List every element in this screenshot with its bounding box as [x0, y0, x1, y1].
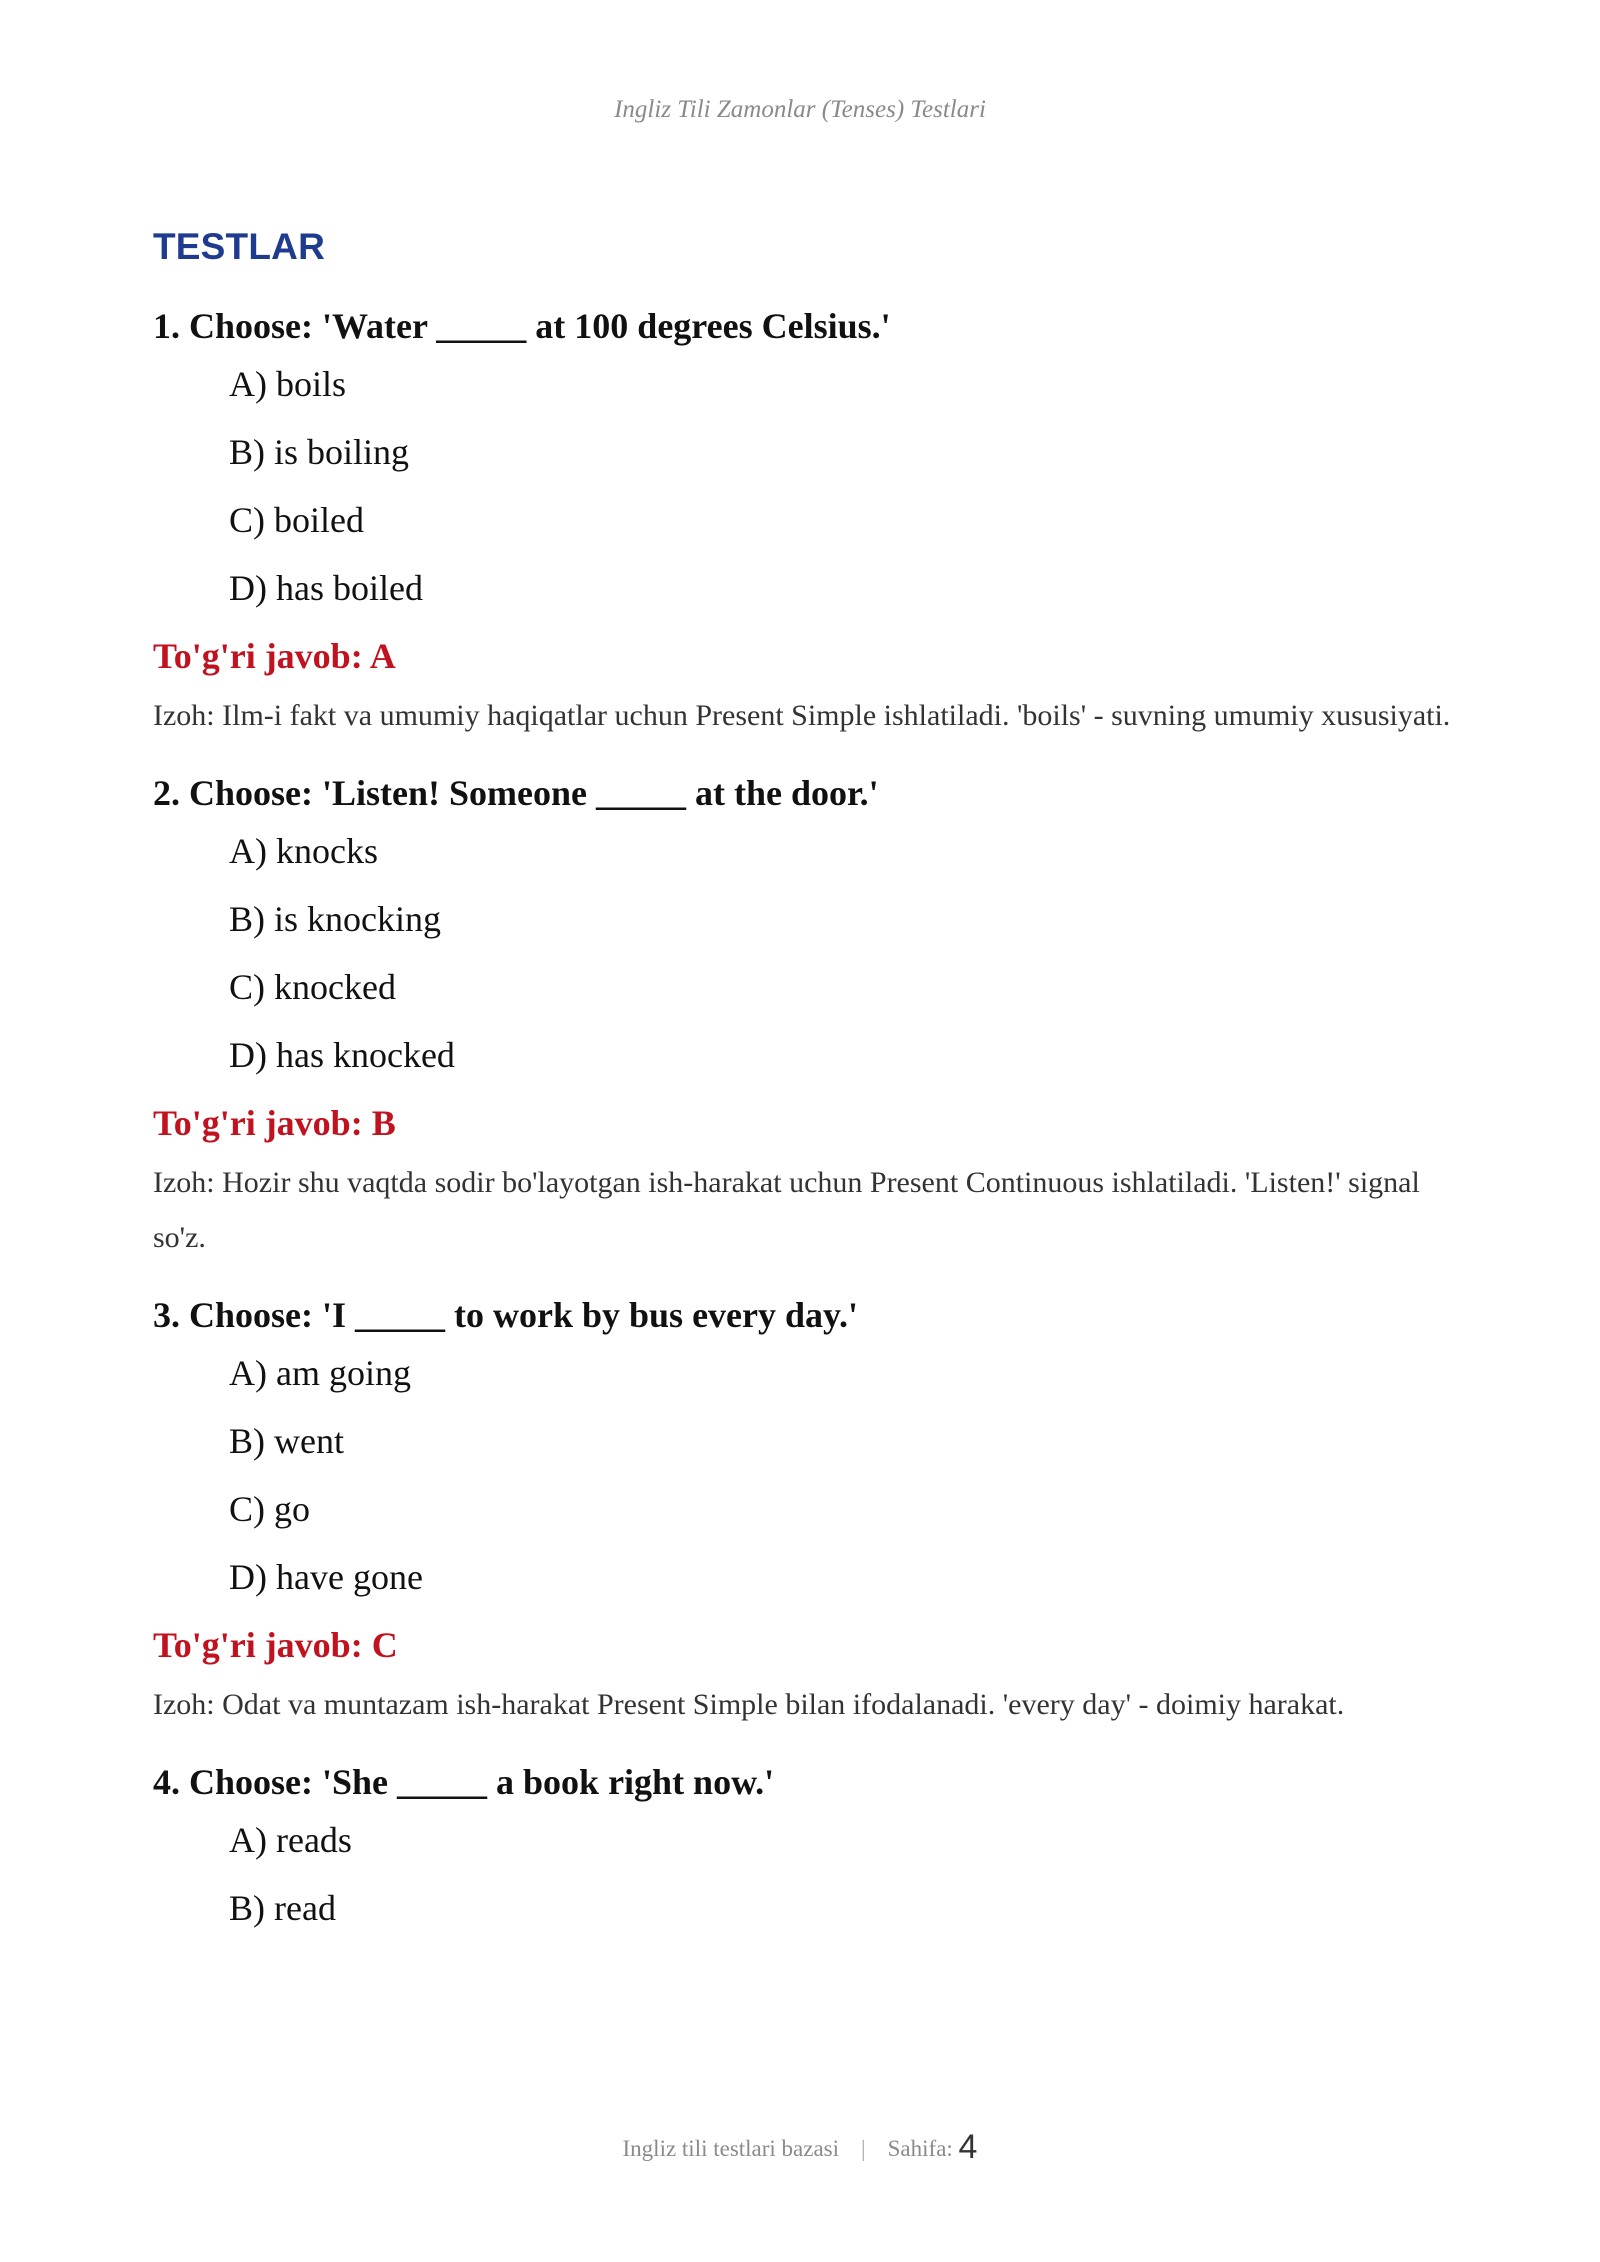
option-b: B) read — [229, 1888, 336, 1928]
explanation: Izoh: Hozir shu vaqtda sodir bo'layotgan ish-harakat uchun Present Continuous ishlatiladi. 'Listen!' signal so'z. — [153, 1166, 1420, 1254]
option-d: D) have gone — [229, 1557, 423, 1597]
page-footer — [0, 2128, 1600, 2167]
document-body — [153, 226, 1453, 1958]
option-c: C) knocked — [229, 967, 396, 1007]
option-b: B) is knocking — [229, 899, 441, 939]
option-a: A) am going — [229, 1353, 411, 1393]
option-b: B) went — [229, 1421, 344, 1461]
option-a: A) reads — [229, 1820, 352, 1860]
question-1 — [153, 304, 1453, 743]
page-number: 4 — [958, 2128, 978, 2166]
options-list — [153, 829, 1453, 1077]
question-text: 1. Choose: 'Water _____ at 100 degrees Celsius.' — [153, 306, 891, 346]
options-list — [153, 1818, 1453, 1930]
options-list — [153, 1351, 1453, 1599]
question-text: 2. Choose: 'Listen! Someone _____ at the door.' — [153, 773, 879, 813]
question-4 — [153, 1760, 1453, 1930]
page-header — [0, 96, 1600, 124]
option-c: C) boiled — [229, 500, 364, 540]
options-list — [153, 362, 1453, 610]
option-d: D) has knocked — [229, 1035, 455, 1075]
question-3 — [153, 1293, 1453, 1732]
question-2 — [153, 771, 1453, 1265]
option-c: C) go — [229, 1489, 310, 1529]
option-a: A) knocks — [229, 831, 378, 871]
option-b: B) is boiling — [229, 432, 410, 472]
explanation: Izoh: Ilm-i fakt va umumiy haqiqatlar uchun Present Simple ishlatiladi. 'boils' - suvning umumiy xususiyati. — [153, 699, 1451, 732]
option-a: A) boils — [229, 364, 346, 404]
correct-answer: To'g'ri javob: A — [153, 636, 396, 676]
section-title: TESTLAR — [153, 226, 326, 267]
question-text: 3. Choose: 'I _____ to work by bus every day.' — [153, 1295, 859, 1335]
option-d: D) has boiled — [229, 568, 423, 608]
question-text: 4. Choose: 'She _____ a book right now.' — [153, 1762, 775, 1802]
header-title: Ingliz Tili Zamonlar (Tenses) Testlari — [614, 96, 986, 123]
explanation: Izoh: Odat va muntazam ish-harakat Present Simple bilan ifodalanadi. 'every day' - doimiy harakat. — [153, 1688, 1345, 1721]
footer-separator: | — [861, 2136, 866, 2161]
correct-answer: To'g'ri javob: B — [153, 1103, 396, 1143]
footer-source: Ingliz tili testlari bazasi — [622, 2136, 840, 2161]
page-label: Sahifa: — [887, 2136, 953, 2161]
correct-answer: To'g'ri javob: C — [153, 1625, 398, 1665]
